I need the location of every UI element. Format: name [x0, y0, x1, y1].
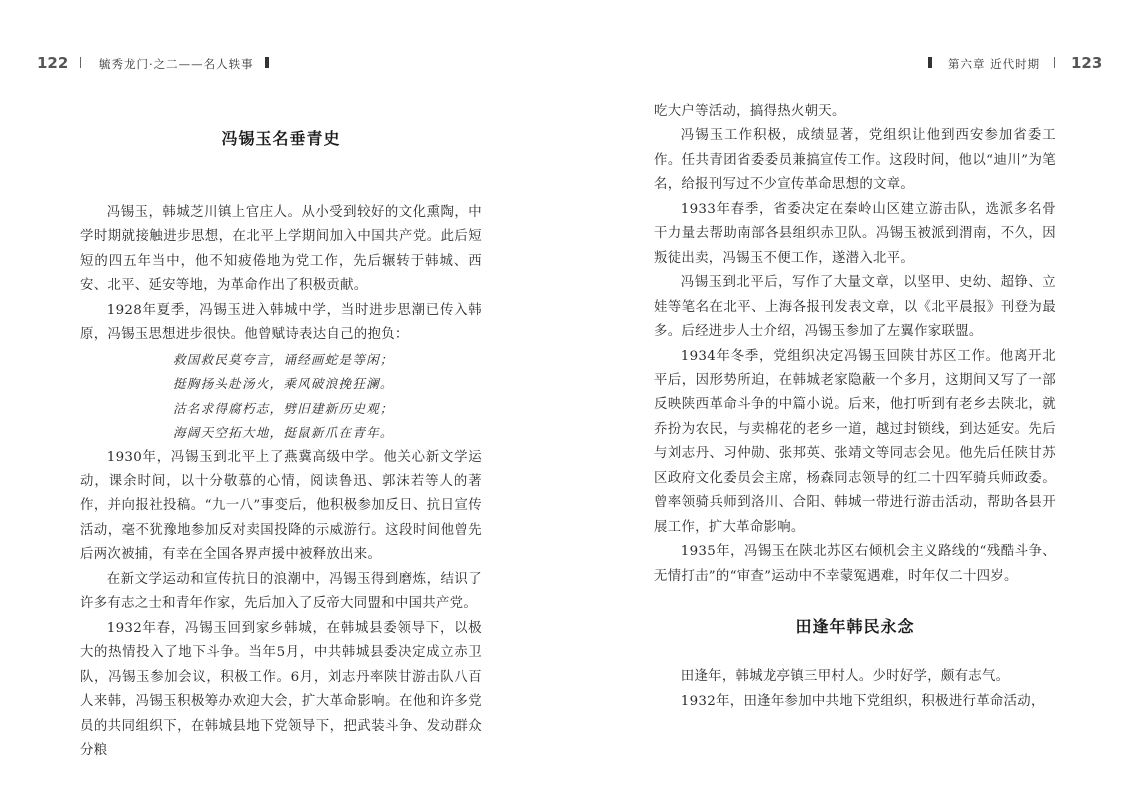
header-divider: [80, 57, 81, 68]
paragraph: 田逢年，韩城龙亭镇三甲村人。少时好学，颇有志气。: [680, 669, 1010, 685]
paragraph: 1928年夏季，冯锡玉进入韩城中学，当时进步思潮已传入韩原，冯锡玉思想进步很快。他曾赋诗表达自己的抱负：: [80, 302, 482, 343]
paragraph: 1933年春季，省委决定在秦岭山区建立游击队，选派多名骨干力量去帮助南部各县组织赤卫队。冯锡玉被派到渭南，不久，因叛徒出卖，冯锡玉不便工作，遂潜入北平。: [654, 201, 1056, 266]
paragraph: 吃大户等活动，搞得热火朝天。: [654, 104, 846, 119]
right-running-title: 第六章 近代时期: [948, 57, 1041, 71]
poem-line: 救国救民莫夸言，诵经画蛇是等闲；: [173, 351, 394, 367]
header-marker: [928, 57, 932, 68]
poem-line: 沽名求得腐朽志，劈旧建新历史观；: [173, 400, 394, 416]
paragraph: 1934年冬季，党组织决定冯锡玉回陕甘苏区工作。他离开北平后，因形势所迫，在韩城老家隐蔽一个多月，这期间又写了一部反映陕西革命斗争的中篇小说。后来，他打听到有老乡去陕北，就乔扮为农民，与卖棉花的老乡一道，越过封锁线，到达延安。先后与刘志丹、习仲勋、张邦英、张靖文等同志会见。他先后任陕甘苏区政府文化委员会主席，杨森同志领导的红二十四军骑兵师政委。曾率领骑兵师到洛川、合阳、韩城一带进行游击活动，帮助各县开展工作，扩大革命影响。: [654, 348, 1056, 535]
paragraph: 冯锡玉，韩城芝川镇上官庄人。从小受到较好的文化熏陶，中学时期就接触进步思想，在北平上学期间加入中国共产党。此后短短的四五年当中，他不知疲倦地为党工作，先后辗转于韩城、西安、北平、延安等地，为革命作出了积极贡献。: [80, 205, 482, 294]
left-running-title: 毓秀龙门·之二——名人轶事: [99, 57, 254, 71]
paragraph: 冯锡玉工作积极，成绩显著，党组织让他到西安参加省委工作。任共青团省委委员兼搞宣传工作。这段时间，他以“迪川”为笔名，给报刊写过不少宣传革命思想的文章。: [654, 128, 1056, 193]
header-divider: [1054, 57, 1055, 68]
paragraph: 在新文学运动和宣传抗日的浪潮中，冯锡玉得到磨炼，结识了许多有志之士和青年作家，先后加入了反帝大同盟和中国共产党。: [80, 571, 482, 612]
poem-line: 挺胸扬头赴汤火，乘风破浪挽狂澜。: [173, 376, 394, 392]
section-title: 冯锡玉名垂青史: [221, 129, 341, 148]
left-page-number: 122: [37, 54, 69, 72]
right-page-body: [654, 100, 1056, 714]
paragraph: 1932年春，冯锡玉回到家乡韩城，在韩城县委领导下，以极大的热情投入了地下斗争。当年5月，中共韩城县委决定成立赤卫队，冯锡玉参加会议，积极工作。6月，刘志丹率陕甘游击队八百人来韩，冯锡玉积极筹办欢迎大会，扩大革命影响。在他和许多党员的共同组织下，在韩城县地下党领导下，把武装斗争、发动群众分粮: [80, 620, 482, 758]
header-marker: [265, 57, 269, 68]
paragraph: 1930年，冯锡玉到北平上了燕冀高级中学。他关心新文学运动，课余时间，以十分敬慕的心情，阅读鲁迅、郭沫若等人的著作，并向报社投稿。“九一八”事变后，他积极参加反日、抗日宣传活动，毫不犹豫地参加反对卖国投降的示威游行。这段时间他曾先后两次被捕，有幸在全国各界声援中被释放出来。: [80, 449, 482, 563]
paragraph: 1932年，田逢年参加中共地下党组织，积极进行革命活动，: [680, 693, 1045, 709]
left-page-body: [80, 100, 482, 763]
paragraph: 1935年，冯锡玉在陕北苏区右倾机会主义路线的“残酷斗争、无情打击”的“审查”运动中不幸蒙冤遇难，时年仅二十四岁。: [654, 544, 1056, 584]
section-title: 田逢年韩民永念: [795, 617, 915, 637]
paragraph: 冯锡玉到北平后，写作了大量文章，以坚甲、史幼、超铮、立娃等笔名在北平、上海各报刊发表文章，以《北平晨报》刊登为最多。后经进步人士介绍，冯锡玉参加了左翼作家联盟。: [654, 275, 1056, 340]
poem: [80, 348, 482, 446]
right-page-number: 123: [1071, 54, 1103, 72]
poem-line: 海阔天空拓大地，挺鼠新爪在青年。: [173, 425, 394, 441]
